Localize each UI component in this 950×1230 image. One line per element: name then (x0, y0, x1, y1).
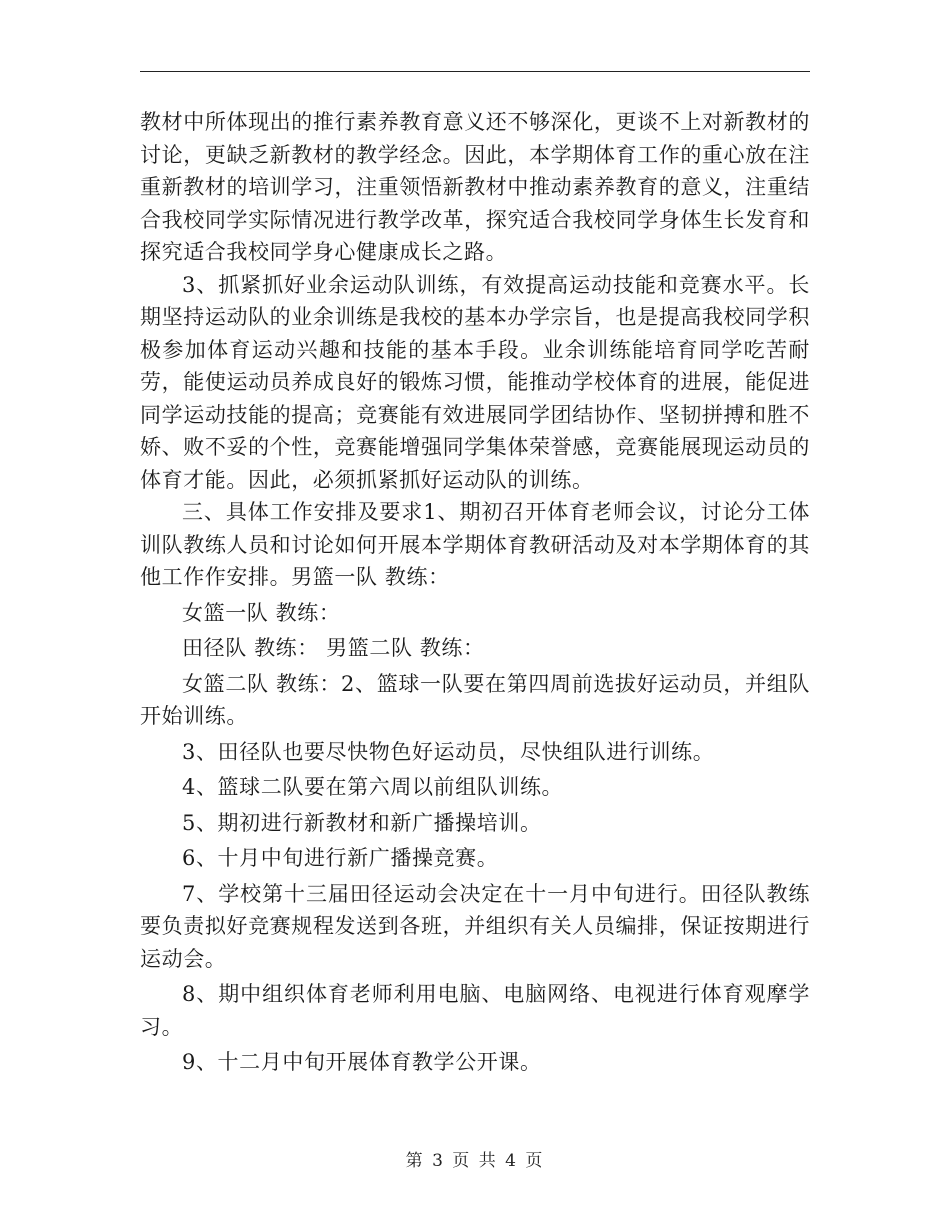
paragraph-coach-women-team-2: 女篮二队 教练：2、篮球一队要在第四周前选拔好运动员，并组队开始训练。 (140, 671, 810, 728)
page-footer: 第 3 页 共 4 页 (405, 1151, 545, 1171)
paragraph-item-3-track: 3、田径队也要尽快物色好运动员，尽快组队进行训练。 (182, 739, 715, 764)
paragraph-continuation: 教材中所体现出的推行素养教育意义还不够深化，更谈不上对新教材的讨论，更缺乏新教材的教学经念。因此，本学期体育工作的重心放在注重新教材的培训学习，注重领悟新教材中推动素养教育的意义，注重结合我校同学实际情况进行教学改革，探究适合我校同学身体生长发育和探究适合我校同学身心健康成长之路。 (140, 110, 810, 264)
paragraph-item-7: 7、学校第十三届田径运动会决定在十一月中旬进行。田径队教练要负责拟好竞赛规程发送到各班，并组织有关人员编排，保证按期进行运动会。 (140, 881, 810, 971)
header-rule (140, 71, 810, 72)
paragraph-coach-track-team: 田径队 教练： 男篮二队 教练： (182, 636, 485, 660)
paragraph-item-3-training: 3、抓紧抓好业余运动队训练，有效提高运动技能和竞赛水平。长期坚持运动队的业余训练是我校的基本办学宗旨，也是提高我校同学积极参加体育运动兴趣和技能的基本手段。业余训练能培育同学吃苦耐劳，能使运动员养成良好的锻炼习惯，能推动学校体育的进展，能促进同学运动技能的提高；竞赛能有效进展同学团结协作、坚韧拼搏和胜不娇、败不妥的个性，竞赛能增强同学集体荣誉感，竞赛能展现运动员的体育才能。因此，必须抓紧抓好运动队的训练。 (140, 272, 810, 492)
paragraph-item-8: 8、期中组织体育老师利用电脑、电脑网络、电视进行体育观摩学习。 (140, 982, 810, 1039)
paragraph-coach-women-team-1: 女篮一队 教练： (182, 600, 341, 625)
paragraph-item-4: 4、篮球二队要在第六周以前组队训练。 (182, 775, 564, 799)
paragraph-section-3: 三、具体工作安排及要求1、期初召开体育老师会议，讨论分工体训队教练人员和讨论如何开展本学期体育教研活动及对本学期体育的其他工作作安排。男篮一队 教练： (140, 500, 810, 589)
paragraph-item-9: 9、十二月中旬开展体育教学公开课。 (182, 1050, 542, 1074)
paragraph-item-5: 5、期初进行新教材和新广播操培训。 (182, 810, 542, 835)
document-body (140, 106, 810, 1079)
paragraph-item-6: 6、十月中旬进行新广播操竞赛。 (182, 846, 499, 870)
